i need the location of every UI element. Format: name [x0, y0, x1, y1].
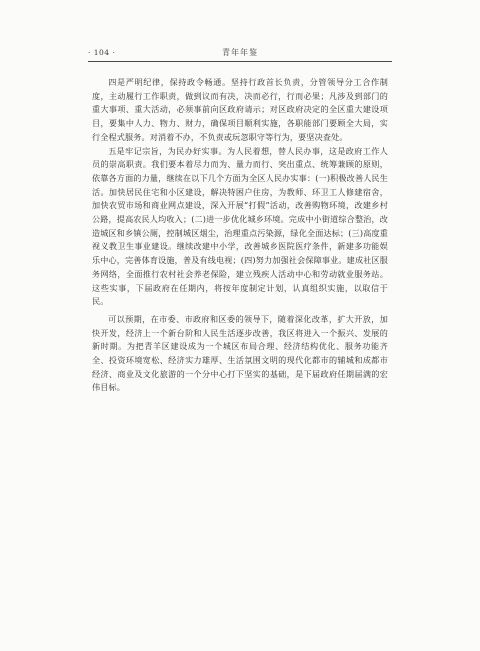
running-title: 青年年鉴 — [222, 48, 258, 57]
page-header — [88, 47, 392, 61]
paragraph-practical-matters: 五是牢记宗旨，为民办好实事。为人民着想，替人民办事，这是政府工作人员的崇高职责。我们要本着尽力而为、量力而行、突出重点、统筹兼顾的原则，依靠各方面的力量，继续在以下几个方面为全区人民办实事：(一)积极改善人民生活。加快居民住宅和小区建设，解决特困户住房，为教师、环卫工人修建宿舍，加快农贸市场和商业网点建设，深入开展“打假”活动，改善购物环境，改建乡村公路，提高农民人均收入；(二)进一步优化城乡环境。完成中小街道综合整治，改造城区和乡镇公厕，控制城区烟尘，治理重点污染源，绿化全面达标；(三)高度重视义教卫生事业建设。继续改建中小学，改善城乡医院医疗条件，新建多功能娱乐中心，完善体育设施，普及有线电视；(四)努力加强社会保障事业。建成社区服务网络，全面推行农村社会养老保险，建立残疾人活动中心和劳动就业服务站。这些实事，下届政府在任期内，将按年度制定计划，认真组织实施，以取信于民。 — [92, 145, 388, 307]
paragraph-discipline: 四是严明纪律，保持政令畅通。坚持行政首长负责，分管领导分工合作制度，主动履行工作职责，做到议而有决，决而必行，行而必果；凡涉及到部门的重大事项、重大活动，必须事前向区政府请示；对区政府决定的全区重大建设项目，要集中人力、物力、财力，确保项目顺利实施，各职能部门要顾全大局，实行全程式服务。对消着不办，不负责或玩忽职守等行为，要坚决查处。 — [92, 77, 388, 142]
page-number: · 104 · — [88, 48, 116, 57]
header-rule — [88, 61, 392, 62]
paragraph-outlook: 可以预期，在市委、市政府和区委的领导下，随着深化改革，扩大开放，加快开发，经济上一个新台阶和人民生活逐步改善，我区将进入一个振兴、发展的新时期。为把青羊区建设成为一个城区布局合理、经济结构优化、服务功能齐全、投资环境宽松、经济实力雄厚、生活氛围文明的现代化都市的辅城和成都市经济、商业及文化旅游的一个分中心打下坚实的基础，是下届政府任期届满的宏伟目标。 — [92, 313, 388, 393]
body-text — [92, 76, 388, 395]
